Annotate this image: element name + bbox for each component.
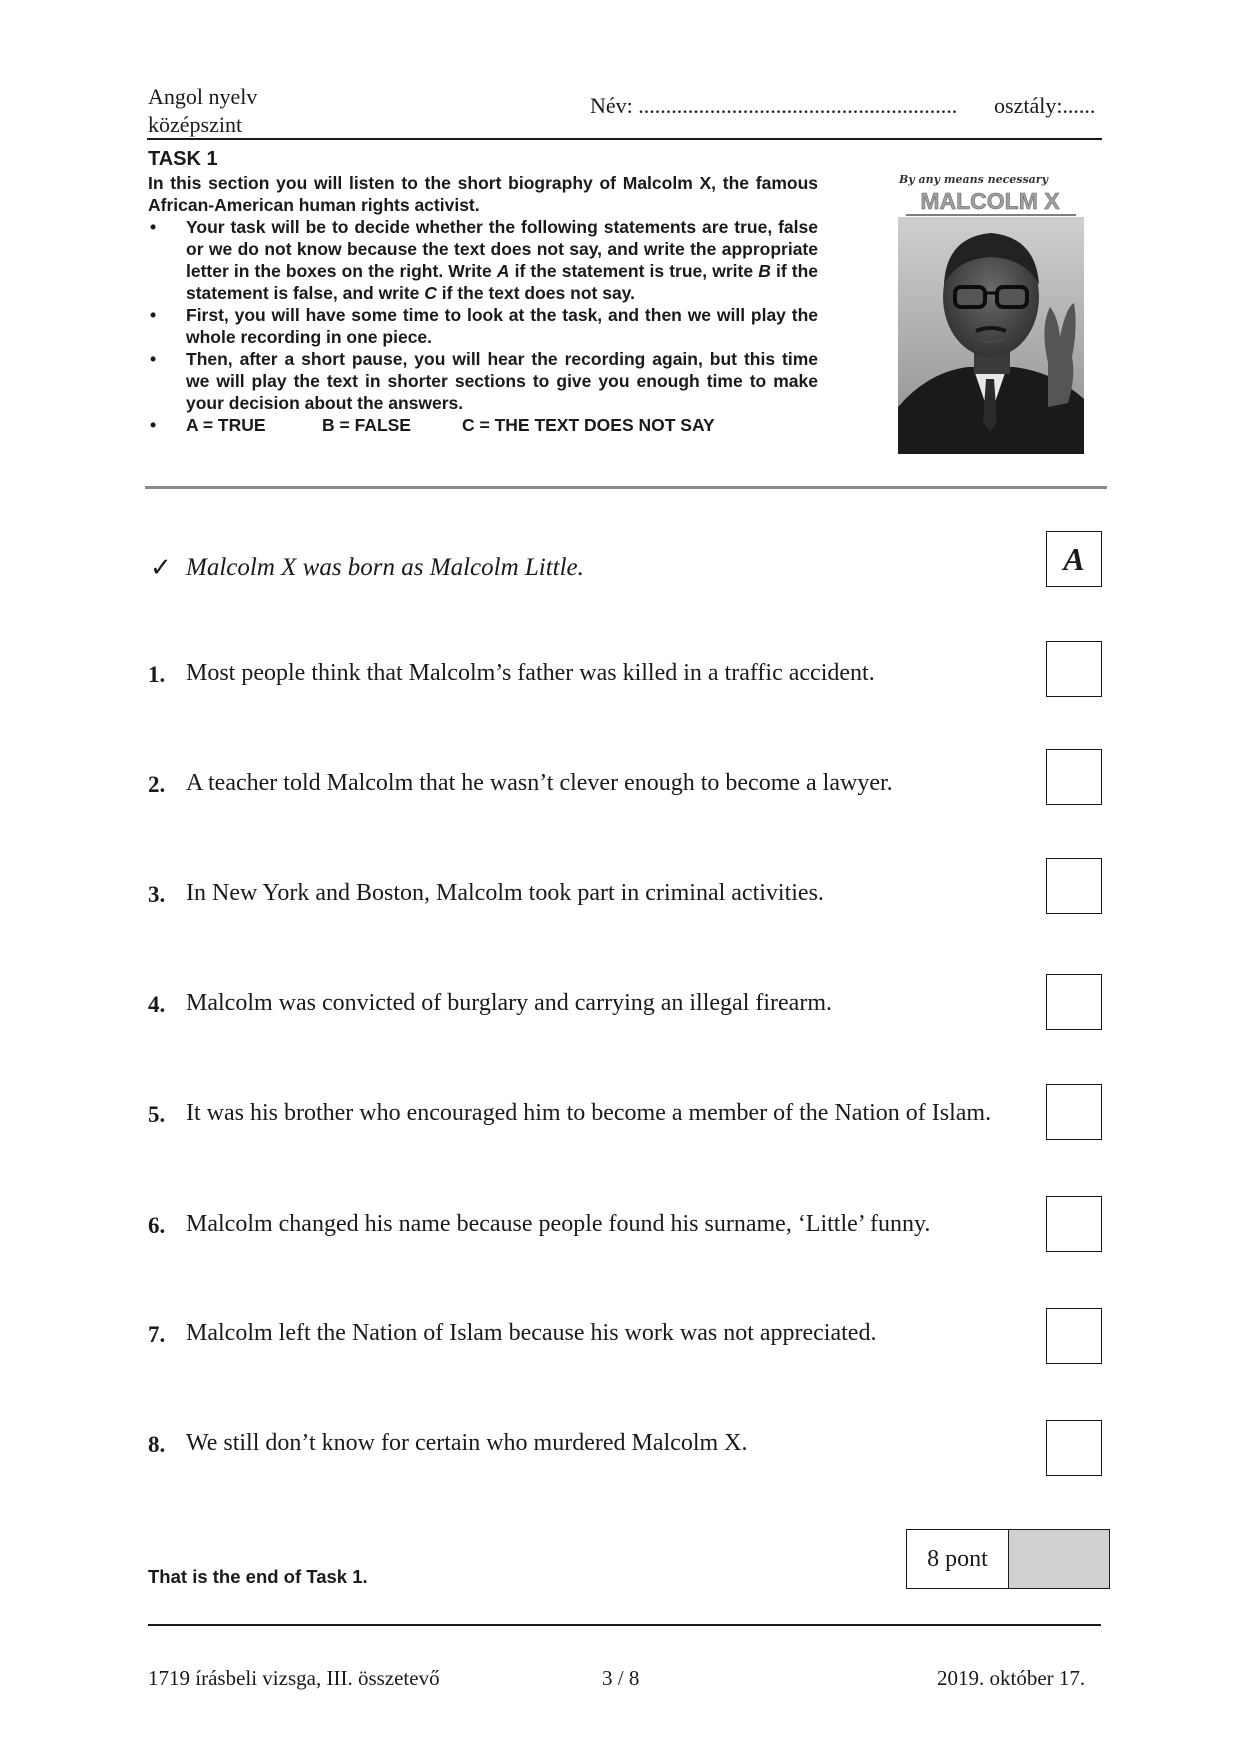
statement-text: Malcolm changed his name because people found his surname, ‘Little’ funny. xyxy=(186,1211,931,1237)
statement-text: Malcolm was convicted of burglary and carrying an illegal firearm. xyxy=(186,990,832,1016)
statement-number: 2. xyxy=(148,772,166,797)
statement-text: Malcolm left the Nation of Islam because his work was not appreciated. xyxy=(186,1320,877,1346)
statement-text: In New York and Boston, Malcolm took part in criminal activities. xyxy=(186,880,824,906)
answer-box-1[interactable] xyxy=(1046,641,1102,697)
class-field[interactable]: osztály:...... xyxy=(994,93,1096,118)
svg-text:MALCOLM X: MALCOLM X xyxy=(920,188,1060,214)
footer-divider xyxy=(148,1624,1101,1626)
score-label: 8 pont xyxy=(907,1530,1009,1588)
score-box xyxy=(906,1529,1110,1589)
answer-box-7[interactable] xyxy=(1046,1308,1102,1364)
statement-number: 5. xyxy=(148,1102,166,1127)
section-divider xyxy=(145,486,1107,489)
statement-text: It was his brother who encouraged him to become a member of the Nation of Islam. xyxy=(186,1100,992,1126)
svg-text:By any means necessary: By any means necessary xyxy=(898,173,1048,186)
score-field[interactable] xyxy=(1009,1530,1109,1588)
subject-label: Angol nyelv xyxy=(148,84,258,109)
statement-number: 6. xyxy=(148,1213,166,1238)
header-subject xyxy=(148,83,257,139)
level-label: középszint xyxy=(148,112,243,137)
footer-date: 2019. október 17. xyxy=(937,1666,1086,1690)
instruction-item: • Then, after a short pause, you will hear the recording again, but this time we will play the text in shorter sections to give you enough time to make your decision about the answers. xyxy=(150,349,818,413)
footer-exam-id: 1719 írásbeli vizsga, III. összetevő xyxy=(148,1666,440,1690)
statement-number: 1. xyxy=(148,662,166,687)
instruction-item: • First, you will have some time to look at the task, and then we will play the whole recording in one piece. xyxy=(150,305,818,347)
statement-number: 8. xyxy=(148,1432,166,1457)
statement-number: 4. xyxy=(148,992,166,1017)
portrait-image xyxy=(898,167,1084,454)
end-of-task-text: That is the end of Task 1. xyxy=(148,1566,368,1587)
page-number: 3 / 8 xyxy=(602,1666,640,1690)
answer-box-3[interactable] xyxy=(1046,858,1102,914)
instruction-item: • Your task will be to decide whether the following statements are true, false or we do not know because the text does not say, and write the appropriate letter in the boxes on the right. Write A if the statement is true, write B if the statement is false, and write C if the text does not say. xyxy=(150,217,818,303)
instructions-list xyxy=(148,216,818,436)
statement-text: A teacher told Malcolm that he wasn’t clever enough to become a lawyer. xyxy=(186,770,893,796)
answer-key: • A = TRUE B = FALSE C = THE TEXT DOES NOT SAY xyxy=(150,415,715,435)
task-intro: In this section you will listen to the short biography of Malcolm X, the famous African-American human rights activist. xyxy=(148,173,818,215)
answer-box-5[interactable] xyxy=(1046,1084,1102,1140)
answer-box-6[interactable] xyxy=(1046,1196,1102,1252)
header-divider xyxy=(147,138,1102,140)
statement-text: We still don’t know for certain who murdered Malcolm X. xyxy=(186,1430,748,1456)
answer-box-8[interactable] xyxy=(1046,1420,1102,1476)
statement-number: 3. xyxy=(148,882,166,907)
example-statement: Malcolm X was born as Malcolm Little. xyxy=(186,554,584,581)
name-field[interactable]: Név: .......................................................... xyxy=(590,93,958,118)
answer-box-4[interactable] xyxy=(1046,974,1102,1030)
malcolm-x-poster xyxy=(898,167,1084,454)
statement-text: Most people think that Malcolm’s father was killed in a traffic accident. xyxy=(186,660,875,686)
check-icon: ✓ xyxy=(150,553,172,582)
task-title: TASK 1 xyxy=(148,148,218,170)
example-answer-box: A xyxy=(1046,531,1102,587)
answer-box-2[interactable] xyxy=(1046,749,1102,805)
statement-number: 7. xyxy=(148,1322,166,1347)
